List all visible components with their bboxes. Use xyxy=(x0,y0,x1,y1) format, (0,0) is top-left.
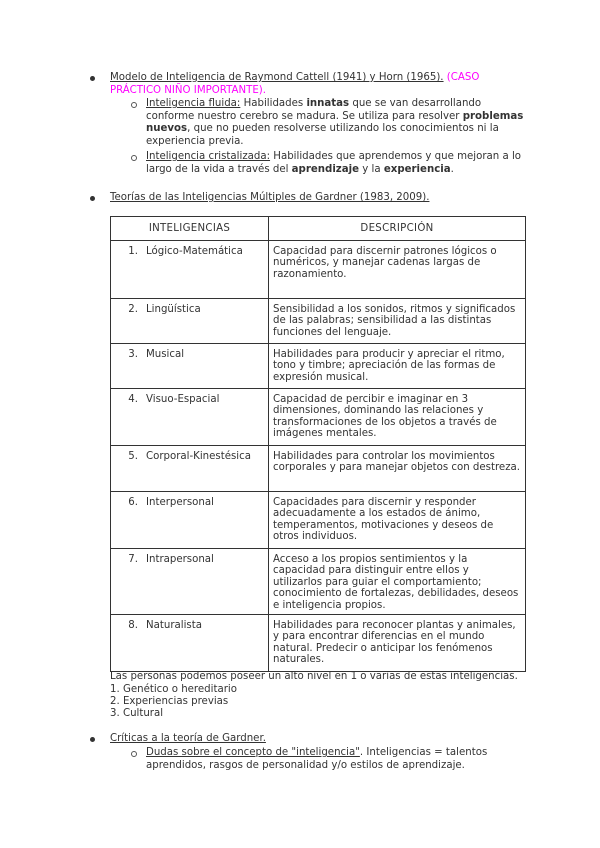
intelligences-table xyxy=(110,216,526,672)
row-number: 3. xyxy=(128,349,138,360)
criticism-item: Dudas sobre el concepto de "inteligencia". Inteligencias = talentos aprendidos, rasgos de personalidad y/o estilos de aprendizaje. xyxy=(146,747,488,771)
bullet-icon xyxy=(90,737,95,742)
intelligence-description: Habilidades para reconocer plantas y animales, y para encontrar diferencias en el mundo natural. Predecir o anticipar los fenómenos naturales. xyxy=(273,620,516,666)
item-term: Inteligencia fluida: xyxy=(146,98,241,109)
column-header: INTELIGENCIAS xyxy=(111,217,269,241)
row-number: 6. xyxy=(128,497,138,508)
bullet-icon xyxy=(90,196,95,201)
list-item: 1. Genético o hereditario xyxy=(110,684,237,695)
intelligence-name: Musical xyxy=(146,349,185,360)
intelligence-name: Visuo-Espacial xyxy=(146,394,220,405)
intelligence-name: Lingüística xyxy=(146,304,201,315)
intelligence-name: Interpersonal xyxy=(146,497,214,508)
intelligence-description: Acceso a los propios sentimientos y la capacidad para distinguir entre ellos y utilizarlos para guiar el comportamiento; conocimiento de fortalezas, debilidades, deseos e inteligencia propios. xyxy=(273,554,519,611)
section-title: Críticas a la teoría de Gardner. xyxy=(110,733,266,744)
intelligence-name: Lógico-Matemática xyxy=(146,246,243,257)
factors-list xyxy=(110,684,237,721)
row-number: 1. xyxy=(128,246,138,257)
section-title: Teorías de las Inteligencias Múltiples de Gardner (1983, 2009). xyxy=(110,192,430,203)
table-row xyxy=(111,615,526,672)
fluid-intelligence-item: Inteligencia fluida: Habilidades innatas que se van desarrollando conforme nuestro cerebro se madura. Se utiliza para resolver problemas nuevos, que no pueden resolverse utilizando los conocimientos ni la experiencia previa. xyxy=(146,98,524,147)
table-row xyxy=(111,344,526,389)
list-item: 2. Experiencias previas xyxy=(110,696,229,708)
table-header-row xyxy=(111,217,526,241)
table-row xyxy=(111,241,526,299)
table-row xyxy=(111,299,526,344)
sub-bullet-icon xyxy=(131,102,137,108)
row-number: 4. xyxy=(128,394,138,405)
crystallized-intelligence-item: Inteligencia cristalizada: Habilidades que aprendemos y que mejoran a lo largo de la vida a través del aprendizaje y la experiencia. xyxy=(146,151,522,175)
intelligence-name: Corporal-Kinestésica xyxy=(146,451,251,462)
intelligence-name: Intrapersonal xyxy=(146,554,214,565)
table-row xyxy=(111,389,526,446)
intelligence-description: Capacidad de percibir e imaginar en 3 dimensiones, dominando las relaciones y transformaciones de los objetos a través de imágenes mentales. xyxy=(273,394,497,440)
section-title: Modelo de Inteligencia de Raymond Cattell (1941) y Horn (1965). xyxy=(110,72,444,83)
column-header: DESCRIPCIÓN xyxy=(269,217,526,241)
item-term: Inteligencia cristalizada: xyxy=(146,151,271,162)
table-row xyxy=(111,446,526,492)
intelligence-description: Habilidades para controlar los movimientos corporales y para manejar objetos con destreza. xyxy=(273,451,521,474)
sub-bullet-icon xyxy=(131,751,137,757)
sub-bullet-icon xyxy=(131,155,137,161)
section-cattell-horn xyxy=(110,72,510,97)
intelligence-name: Naturalista xyxy=(146,620,202,632)
row-number: 2. xyxy=(128,304,138,315)
row-number: 8. xyxy=(128,620,138,632)
list-item: 3. Cultural xyxy=(110,708,164,720)
row-number: 5. xyxy=(128,451,138,462)
item-term: Dudas sobre el concepto de "inteligencia" xyxy=(146,747,360,758)
intelligence-description: Sensibilidad a los sonidos, ritmos y significados de las palabras; sensibilidad a las distintas funciones del lenguaje. xyxy=(273,304,516,338)
intelligence-description: Habilidades para producir y apreciar el ritmo, tono y timbre; apreciación de las formas de expresión musical. xyxy=(273,349,505,383)
bullet-icon xyxy=(90,76,95,81)
intelligence-description: Capacidades para discernir y responder adecuadamente a los estados de ánimo, temperamentos, motivaciones y deseos de otros individuos. xyxy=(273,497,494,543)
intelligence-description: Capacidad para discernir patrones lógicos o numéricos, y manejar cadenas largas de razonamiento. xyxy=(273,246,497,280)
table-row xyxy=(111,549,526,615)
section-note: (CASO PRÁCTICO NIÑO IMPORTANTE). xyxy=(110,72,480,96)
row-number: 7. xyxy=(128,554,138,565)
table-row xyxy=(111,492,526,549)
after-table-text: Las personas podemos poseer un alto nivel en 1 o varias de estas inteligencias. xyxy=(110,671,518,682)
